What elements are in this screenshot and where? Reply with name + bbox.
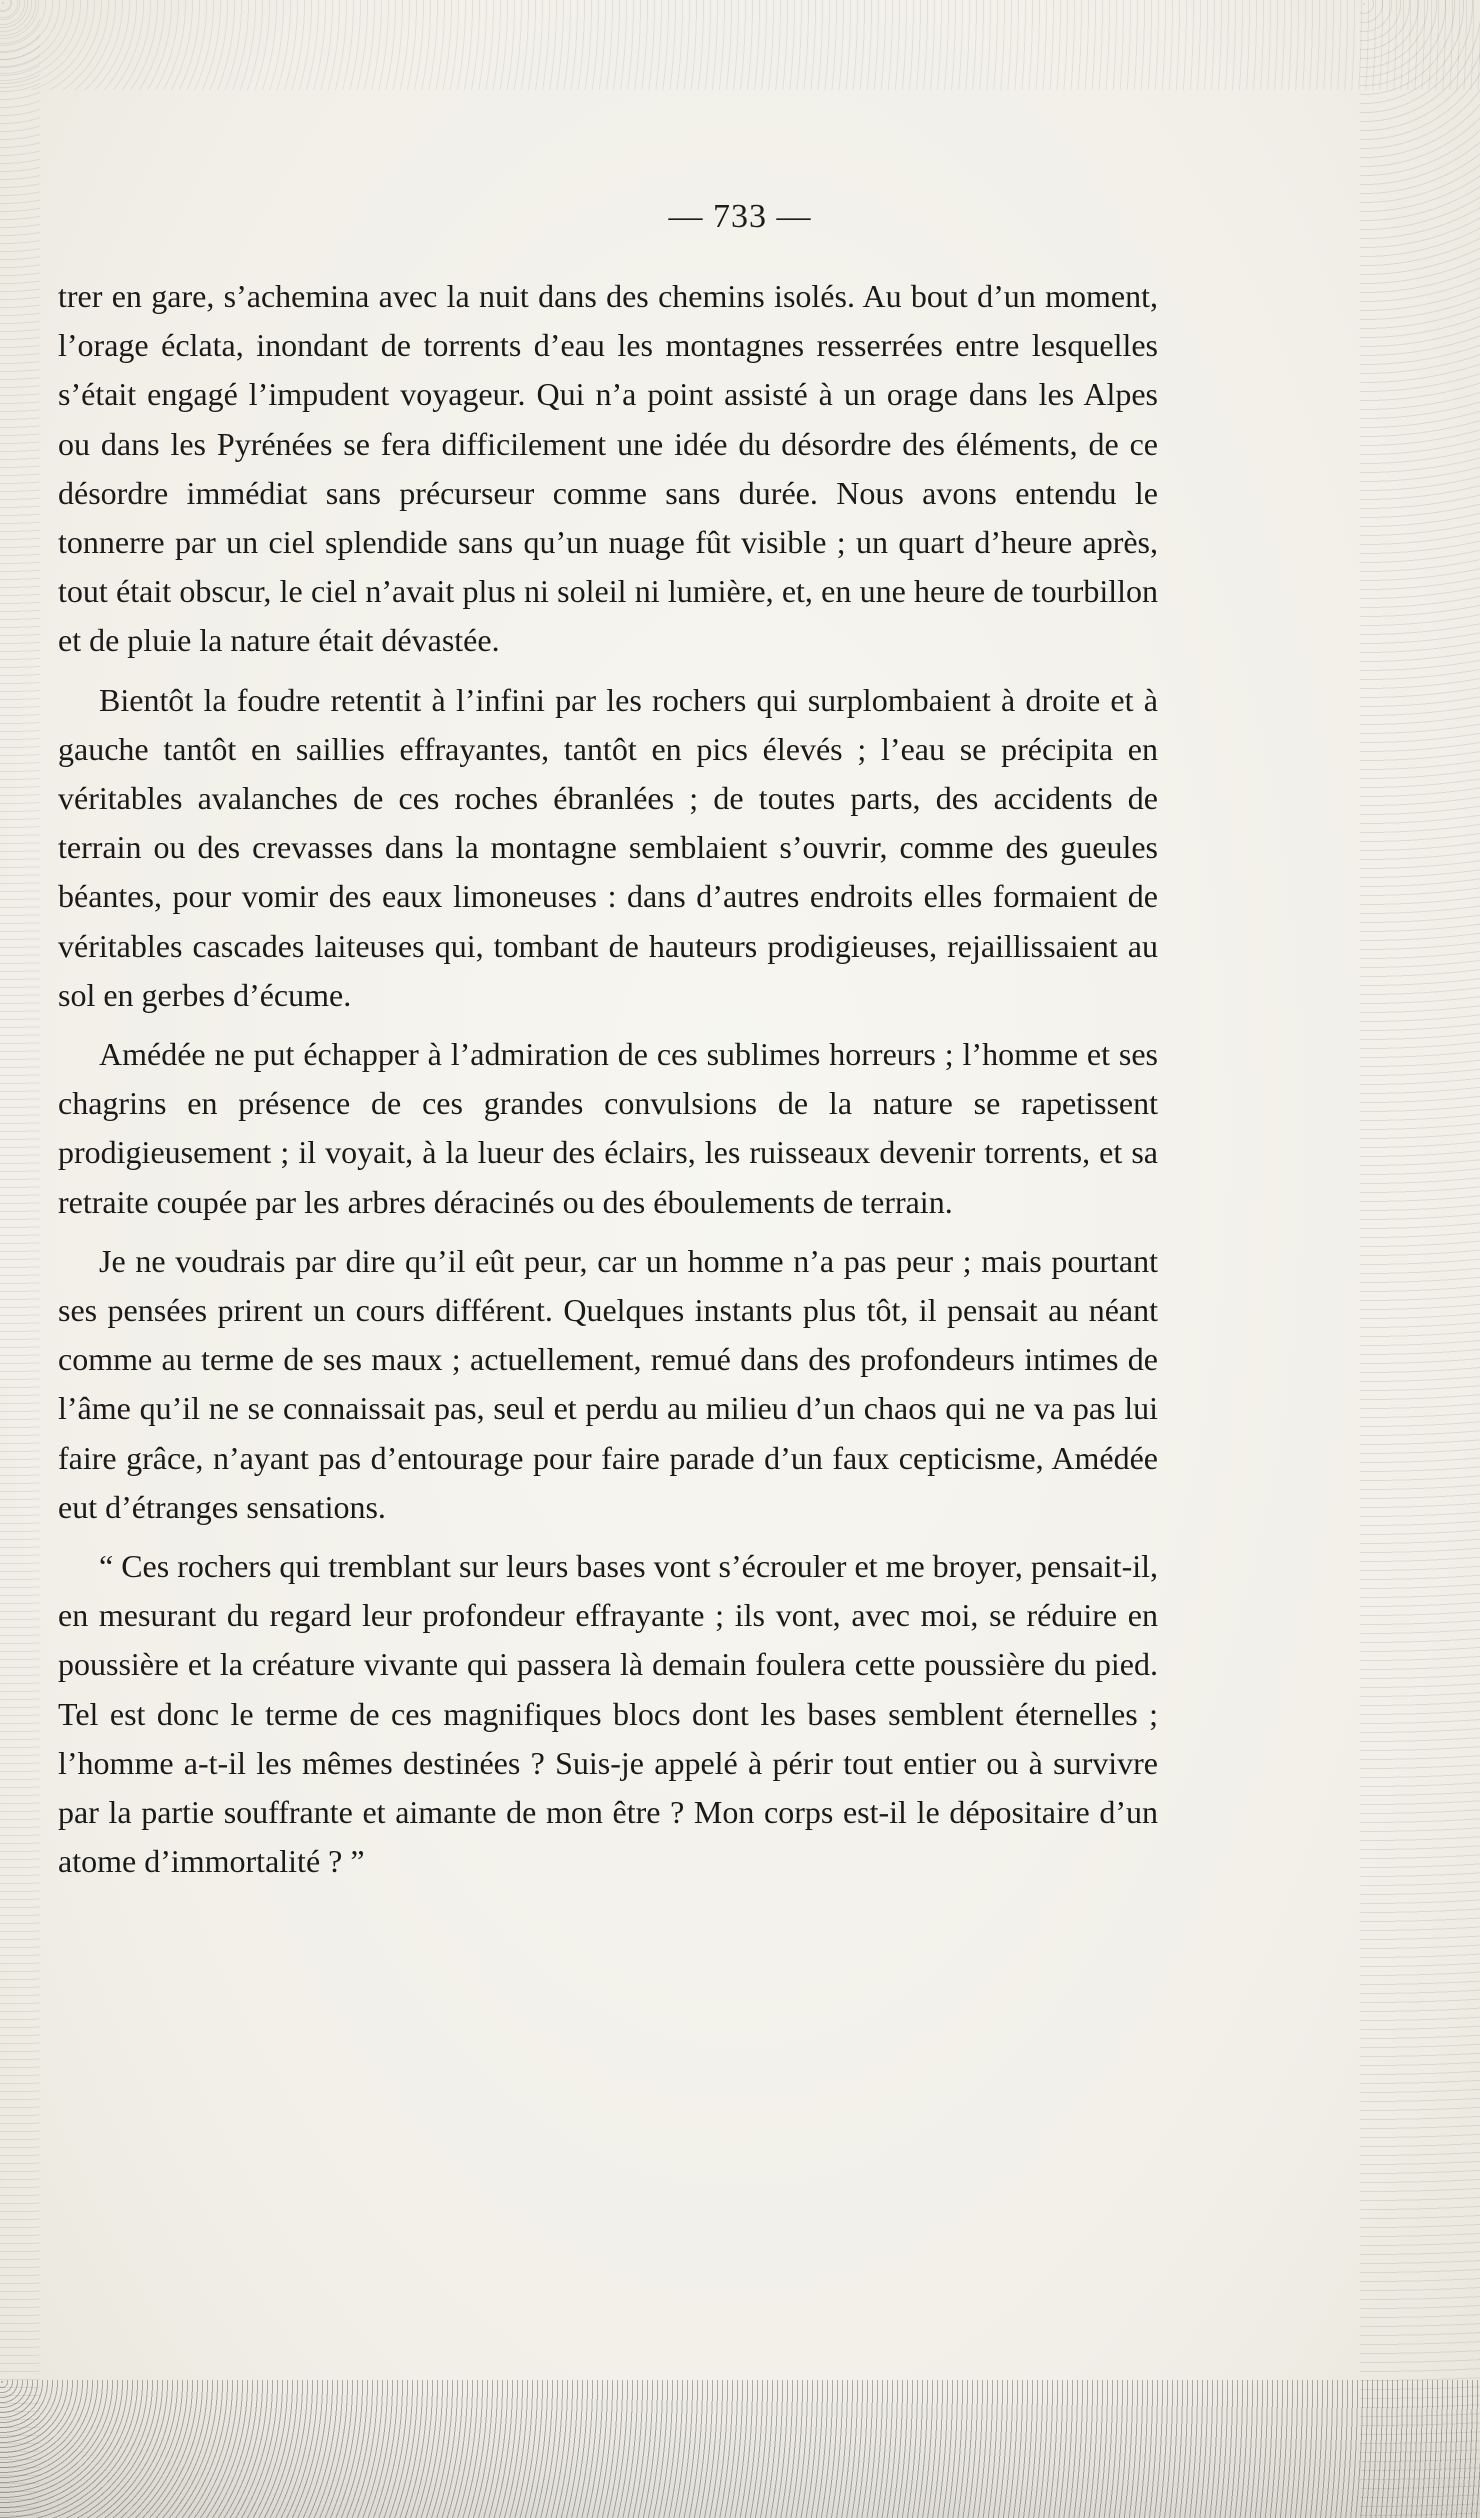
scan-noise-left <box>0 0 40 2518</box>
paragraph-1: trer en gare, s’achemina avec la nuit dans des chemins isolés. Au bout d’un moment, l’orage éclata, inondant de torrents d’eau les montagnes resserrées entre lesquelles s’était engagé l’impudent voyageur. Qui n’a point assisté à un orage dans les Alpes ou dans les Pyrénées se fera difficilement une idée du désordre des éléments, de ce désordre immédiat sans précurseur comme sans durée. Nous avons entendu le tonnerre par un ciel splendide sans qu’un nuage fût visible ; un quart d’heure après, tout était obscur, le ciel n’avait plus ni soleil ni lumière, et, en une heure de tourbillon et de pluie la nature était dévastée. <box>58 278 1158 659</box>
body-text <box>58 272 1158 1897</box>
scan-noise-top <box>0 0 1480 90</box>
paragraph-4: Je ne voudrais par dire qu’il eût peur, car un homme n’a pas peur ; mais pourtant ses pensées prirent un cours différent. Quelques instants plus tôt, il pensait au néant comme au terme de ses maux ; actuellement, remué dans des profondeurs intimes de l’âme qu’il ne se connaissait pas, seul et perdu au milieu d’un chaos qui ne va pas lui faire grâce, n’ayant pas d’entourage pour faire parade d’un faux cepticisme, Amédée eut d’étranges sensations. <box>58 1242 1158 1525</box>
page-number: — 733 — <box>668 198 812 235</box>
paragraph-2: Bientôt la foudre retentit à l’infini par les rochers qui surplombaient à droite et à gauche tantôt en saillies effrayantes, tantôt en pics élevés ; l’eau se précipita en véritables avalanches de ces roches ébranlées ; de toutes parts, des accidents de terrain ou des crevasses dans la montagne semblaient s’ouvrir, comme des gueules béantes, pour vomir des eaux limoneuses : dans d’autres endroits elles formaient de véritables cascades laiteuses qui, tombant de hauteurs prodigieuses, rejaillissaient au sol en gerbes d’écume. <box>58 681 1158 1013</box>
scan-noise-bottom <box>0 2380 1480 2518</box>
scan-noise-right <box>1360 0 1480 2518</box>
paragraph-3: Amédée ne put échapper à l’admiration de ces sublimes horreurs ; l’homme et ses chagrins en présence de ces grandes convulsions de la nature se rapetissent prodigieusement ; il voyait, à la lueur des éclairs, les ruisseaux devenir torrents, et sa retraite coupée par les arbres déracinés ou des éboulements de terrain. <box>58 1036 1158 1220</box>
paragraph-5: “ Ces rochers qui tremblant sur leurs bases vont s’écrouler et me broyer, pensait-il, en mesurant du regard leur profondeur effrayante ; ils vont, avec moi, se réduire en poussière et la créature vivante qui passera là demain foulera cette poussière du pied. Tel est donc le terme de ces magnifiques blocs dont les bases semblent éternelles ; l’homme a-t-il les mêmes destinées ? Suis-je appelé à périr tout entier ou à survivre par la partie souffrante et aimante de mon être ? Mon corps est-il le dépositaire d’un atome d’immortalité ? ” <box>58 1548 1158 1880</box>
